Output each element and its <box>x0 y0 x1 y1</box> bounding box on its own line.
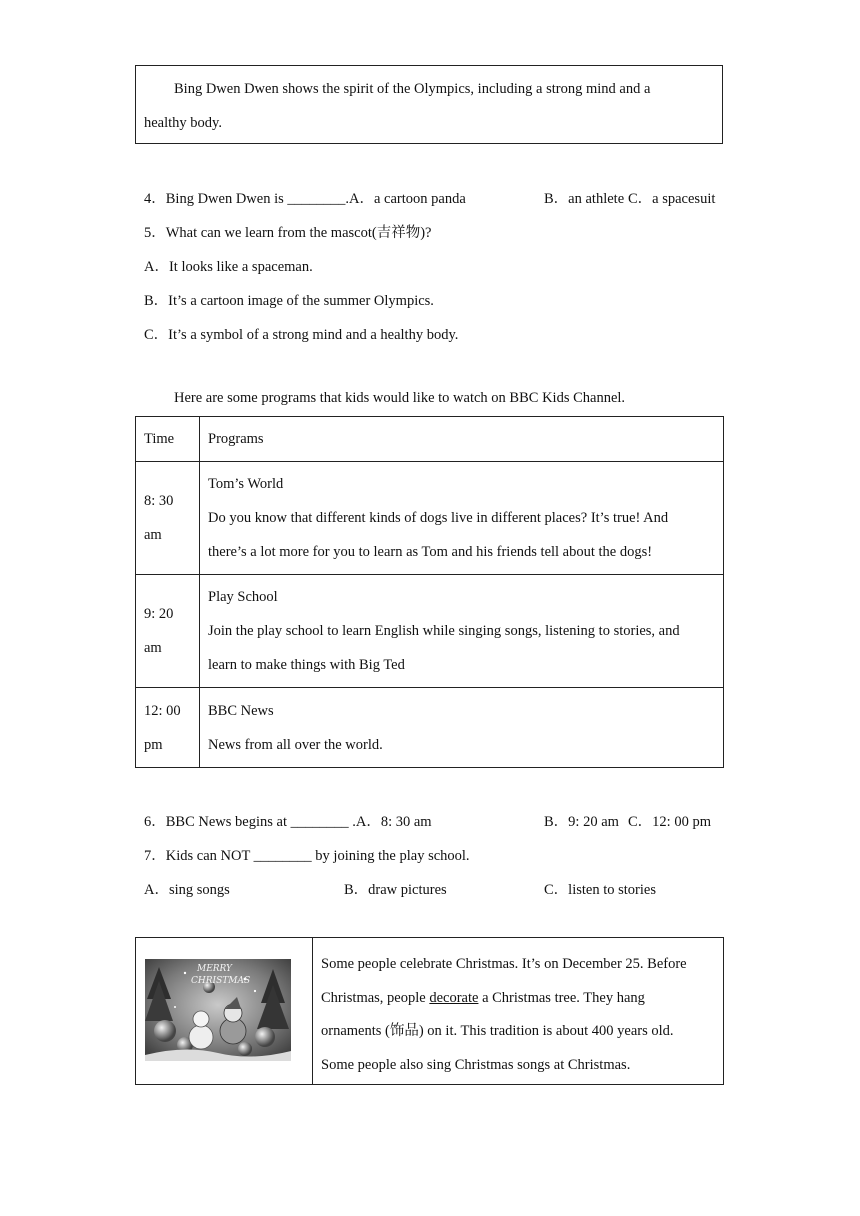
question-5: 5．What can we learn from the mascot(吉祥物)? <box>144 225 432 241</box>
passage-text-cont: healthy body. <box>144 115 222 131</box>
question-7-option-c: C．listen to stories <box>544 882 656 898</box>
program-desc: Do you know that different kinds of dogs live in different places? It’s true! And <box>208 510 669 526</box>
header-time: Time <box>136 417 200 462</box>
time-cell-suffix: am <box>144 640 162 656</box>
question-7: 7．Kids can NOT ________ by joining the play school. <box>144 848 470 864</box>
question-6-option-b: B．9: 20 am <box>544 814 619 830</box>
program-table <box>135 416 724 768</box>
time-cell: 8: 30 <box>144 493 174 509</box>
program-desc: News from all over the world. <box>208 736 383 753</box>
passage-line: Christmas, people <box>321 989 430 1006</box>
christmas-passage-box <box>135 937 724 1085</box>
passage-box <box>135 65 723 144</box>
image-caption-merry: MERRY <box>197 964 233 974</box>
question-6-option-c: C．12: 00 pm <box>628 814 711 830</box>
passage-text: Bing Dwen Dwen shows the spirit of the Olympics, including a strong mind and a <box>174 81 651 97</box>
passage-line: Some people also sing Christmas songs at Christmas. <box>321 1056 631 1073</box>
program-title: BBC News <box>208 702 274 719</box>
christmas-passage-text <box>313 938 723 1084</box>
table-row <box>136 462 724 575</box>
program-desc-cont: learn to make things with Big Ted <box>208 657 405 673</box>
question-5-option-a: A．It looks like a spaceman. <box>144 259 313 275</box>
question-4-option-c: C．a spacesuit <box>628 191 716 207</box>
christmas-image <box>145 959 291 1061</box>
program-title: Tom’s World <box>208 476 284 492</box>
image-cell <box>136 938 313 1084</box>
program-desc: Join the play school to learn English while singing songs, listening to stories, and <box>208 623 680 639</box>
question-4: 4．Bing Dwen Dwen is ________.A．a cartoon panda <box>144 191 466 207</box>
time-cell-suffix: am <box>144 527 162 543</box>
table-header-row <box>136 417 724 462</box>
question-5-option-c: C．It’s a symbol of a strong mind and a healthy body. <box>144 327 459 343</box>
program-title: Play School <box>208 589 278 605</box>
time-cell-suffix: pm <box>144 736 163 753</box>
table-row <box>136 688 724 768</box>
image-caption-christmas: CHRISTMAS <box>191 976 251 986</box>
passage-line: Some people celebrate Christmas. It’s on December 25. Before <box>321 956 687 972</box>
time-cell: 9: 20 <box>144 606 174 622</box>
time-cell: 12: 00 <box>144 702 181 719</box>
section-intro: Here are some programs that kids would like to watch on BBC Kids Channel. <box>174 390 626 406</box>
header-programs: Programs <box>200 417 724 462</box>
question-6: 6．BBC News begins at ________ .A．8: 30 am <box>144 814 432 830</box>
passage-line: ornaments (饰品) on it. This tradition is about 400 years old. <box>321 1023 674 1040</box>
question-7-option-a: A．sing songs <box>144 882 230 898</box>
table-row <box>136 575 724 688</box>
program-desc-cont: there’s a lot more for you to learn as Tom and his friends tell about the dogs! <box>208 544 653 560</box>
question-7-option-b: B．draw pictures <box>344 882 447 898</box>
question-4-option-b: B．an athlete <box>544 191 625 207</box>
passage-line-cont: a Christmas tree. They hang <box>478 989 645 1006</box>
underlined-word: decorate <box>429 989 479 1006</box>
question-5-option-b: B．It’s a cartoon image of the summer Olympics. <box>144 293 434 309</box>
